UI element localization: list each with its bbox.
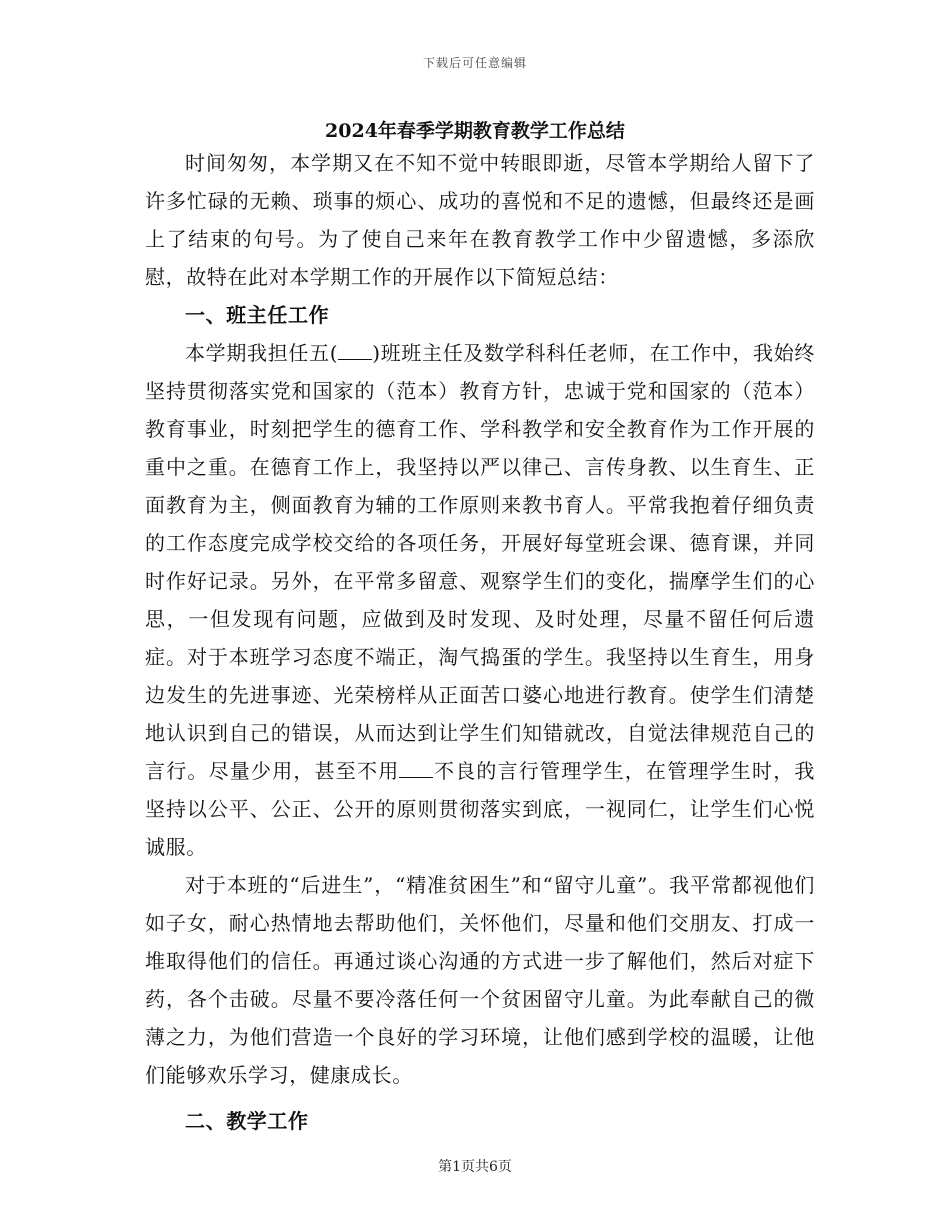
document-body	[145, 144, 815, 1140]
document-title: 2024年春季学期教育教学工作总结	[325, 120, 625, 142]
page-number: 第1页共6页	[438, 1159, 512, 1175]
intro-paragraph: 时间匆匆，本学期又在不知不觉中转眼即逝，尽管本学期给人留下了许多忙碌的无赖、琐事的烦心、成功的喜悦和不足的遗憾，但最终还是画上了结束的句号。为了使自己来年在教育教学工作中少留遗憾，多添欣慰，故特在此对本学期工作的开展作以下简短总结：	[145, 151, 815, 289]
page-header-note: 下载后可任意编辑	[422, 56, 527, 70]
fill-blank	[338, 337, 372, 360]
fill-blank	[399, 755, 433, 778]
homeroom-text-part1: 本学期我担任五(	[185, 341, 339, 365]
homeroom-paragraph	[145, 334, 815, 866]
students-care-paragraph: 对于本班的“后进生”，“精准贫困生”和“留守儿童”。我平常都视他们如子女，耐心热情地去帮助他们，关怀他们，尽量和他们交朋友、打成一堆取得他们的信任。再通过谈心沟通的方式进一步了解他们，然后对症下药，各个击破。尽量不要冷落任何一个贫困留守儿童。为此奉献自己的微薄之力，为他们营造一个良好的学习环境，让他们感到学校的温暖，让他们能够欢乐学习，健康成长。	[145, 873, 815, 1087]
homeroom-text-part2: )班班主任及数学科科任老师，在工作中，我始终坚持贯彻落实党和国家的（范本）教育方针，忠诚于党和国家的（范本）教育事业，时刻把学生的德育工作、学科教学和安全教育作为工作开展的重中之重。在德育工作上，我坚持以严以律己、言传身教、以生育生、正面教育为主，侧面教育为辅的工作原则来教书育人。平常我抱着仔细负责的工作态度完成学校交给的各项任务，开展好每堂班会课、德育课，并同时作好记录。另外，在平常多留意、观察学生们的变化，揣摩学生们的心思，一但发现有问题，应做到及时发现、及时处理，尽量不留任何后遗症。对于本班学习态度不端正，淘气捣蛋的学生。我坚持以生育生，用身边发生的先进事迹、光荣榜样从正面苦口婆心地进行教育。使学生们清楚地认识到自己的错误，从而达到让学生们知错就改，自觉法律规范自己的言行。尽量少用，甚至不用	[145, 341, 815, 783]
section-heading-teaching: 二、教学工作	[185, 1109, 309, 1133]
homeroom-text-part3: 不良的言行管理学生，在管理学生时，我坚持以公平、公正、公开的原则贯彻落实到底，一视同仁，让学生们心悦诚服。	[145, 759, 815, 859]
section-heading-homeroom: 一、班主任工作	[185, 303, 330, 327]
